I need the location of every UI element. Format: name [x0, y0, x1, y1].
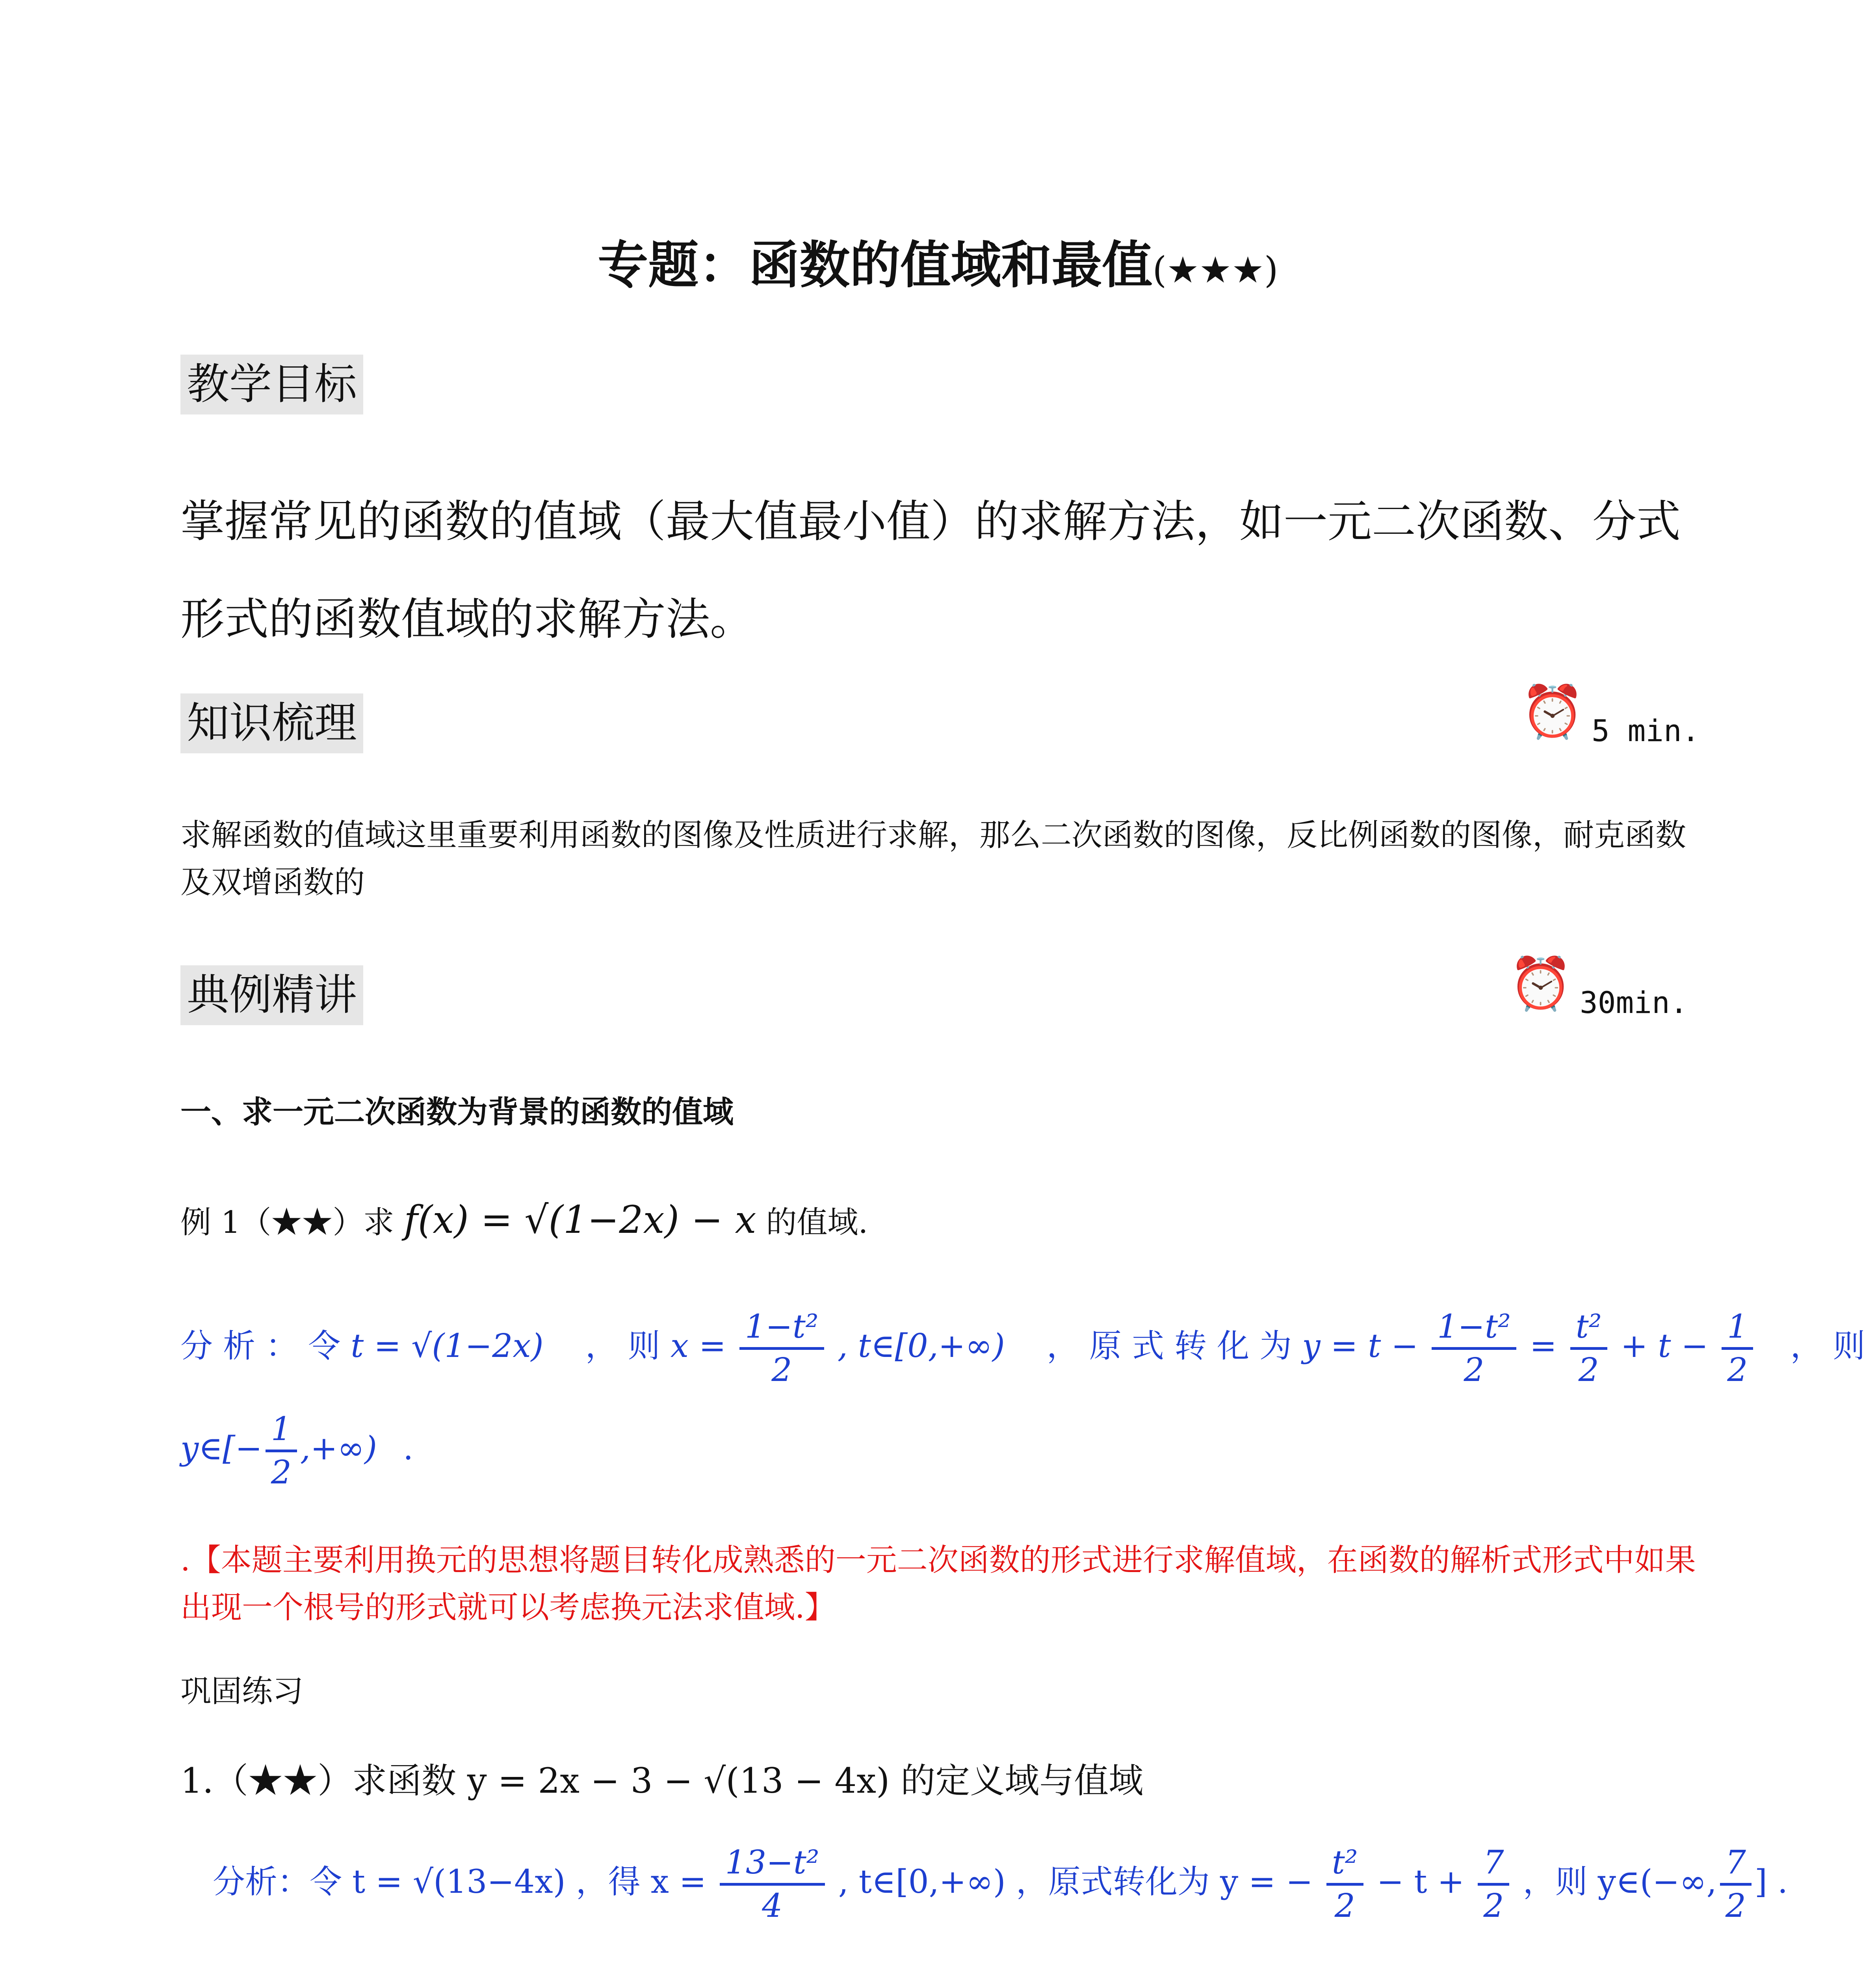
denominator: 2	[771, 1351, 792, 1389]
denominator: 4	[762, 1887, 783, 1925]
page-title	[0, 225, 1876, 297]
ex1-t-range: , t∈[0,+∞)	[837, 1327, 1005, 1365]
a1-fraction-2	[1326, 1844, 1363, 1925]
numerator: 1	[266, 1411, 297, 1452]
ex1-x-fraction	[739, 1308, 824, 1389]
numerator: t²	[1326, 1844, 1363, 1886]
practice-a1	[213, 1844, 1788, 1925]
ex1-x-left: x =	[670, 1327, 726, 1365]
denominator: 2	[1483, 1887, 1504, 1925]
a1-fraction-4	[1720, 1844, 1752, 1925]
title-stars: (★★★)	[1152, 249, 1278, 291]
clock-icon: ⏰	[1521, 682, 1584, 742]
ex1-y-fraction-3	[1722, 1308, 1753, 1389]
numerator: t²	[1570, 1308, 1607, 1350]
heading-knowledge: 知识梳理	[180, 693, 363, 753]
numerator: 7	[1478, 1844, 1509, 1886]
denominator: 2	[1334, 1887, 1355, 1925]
ex1-result-right: ,+∞)	[300, 1430, 377, 1467]
a1-end: ] .	[1754, 1863, 1788, 1901]
examples-time: 30min.	[1580, 985, 1688, 1020]
a1-mid: , t∈[0,+∞) ，原式转化为 y = −	[838, 1863, 1313, 1901]
denominator: 2	[1725, 1887, 1746, 1925]
ex1-y-left: y = t −	[1302, 1327, 1419, 1365]
practice-q1: 1.（★★）求函数 y = 2x − 3 − √(13 − 4x) 的定义域与值域	[180, 1760, 1144, 1801]
ex1-label: 例 1（★★）求	[180, 1205, 394, 1240]
ex1-then: ， 则	[585, 1327, 660, 1365]
numerator: 13−t²	[720, 1844, 825, 1886]
ex1-plus-t: + t −	[1620, 1327, 1709, 1365]
heading-goal: 教学目标	[180, 355, 363, 414]
a1-mid3: ，则 y∈(−∞,	[1523, 1863, 1717, 1901]
practice-label: 巩固练习	[180, 1674, 304, 1709]
ex1-note: .【本题主要利用换元的思想将题目转化成熟悉的一元二次函数的形式进行求解值域，在函数的解析式形式中如果出现一个根号的形式就可以考虑换元法求值域.】	[180, 1543, 1696, 1625]
a1-mid2: − t +	[1376, 1863, 1465, 1901]
ex1-conv: ， 原 式 转 化 为	[1046, 1327, 1292, 1365]
numerator: 1	[1722, 1308, 1753, 1350]
clock-icon-2: ⏰	[1509, 953, 1573, 1013]
knowledge-time: 5 min.	[1592, 713, 1700, 748]
ex1-tail: 的值域.	[766, 1205, 868, 1240]
example-1	[180, 1198, 868, 1242]
ex1-analysis-intro: 分 析 ： 令	[180, 1327, 341, 1365]
ex1-result-fraction	[266, 1411, 297, 1491]
ex1-func: f(x) = √(1−2x) − x	[404, 1198, 756, 1242]
goal-text: 掌握常见的函数的值域（最大值最小值）的求解方法，如一元二次函数、分式形式的函数值域的求解方法。	[180, 496, 1681, 645]
numerator: 1−t²	[739, 1308, 824, 1350]
ex1-analysis-line2	[180, 1411, 413, 1491]
ex1-y-fraction-1	[1432, 1308, 1516, 1389]
knowledge-text: 求解函数的值域这里重要利用函数的图像及性质进行求解，那么二次函数的图像，反比例函数的图像，耐克函数及双增函数的	[180, 818, 1687, 900]
denominator: 2	[271, 1454, 292, 1491]
a1-fraction-3	[1478, 1844, 1509, 1925]
a1-intro: 分析：令 t = √(13−4x) ，得 x =	[213, 1863, 706, 1901]
denominator: 2	[1578, 1351, 1599, 1389]
ex1-analysis-line1	[180, 1308, 1865, 1389]
numerator: 7	[1720, 1844, 1752, 1886]
denominator: 2	[1727, 1351, 1748, 1389]
ex1-eq: =	[1529, 1327, 1557, 1365]
ex1-dot: .	[403, 1430, 414, 1467]
part-heading: 一、求一元二次函数为背景的函数的值域	[180, 1094, 734, 1130]
title-text: 专题：函数的值域和最值	[598, 236, 1153, 295]
ex1-t-def: t = √(1−2x)	[351, 1327, 544, 1365]
ex1-result-left: y∈[−	[180, 1430, 262, 1467]
ex1-then-2: ， 则	[1790, 1327, 1865, 1365]
heading-examples: 典例精讲	[180, 965, 363, 1025]
a1-fraction-1	[720, 1844, 825, 1925]
denominator: 2	[1464, 1351, 1484, 1389]
ex1-y-fraction-2	[1570, 1308, 1607, 1389]
numerator: 1−t²	[1432, 1308, 1516, 1350]
